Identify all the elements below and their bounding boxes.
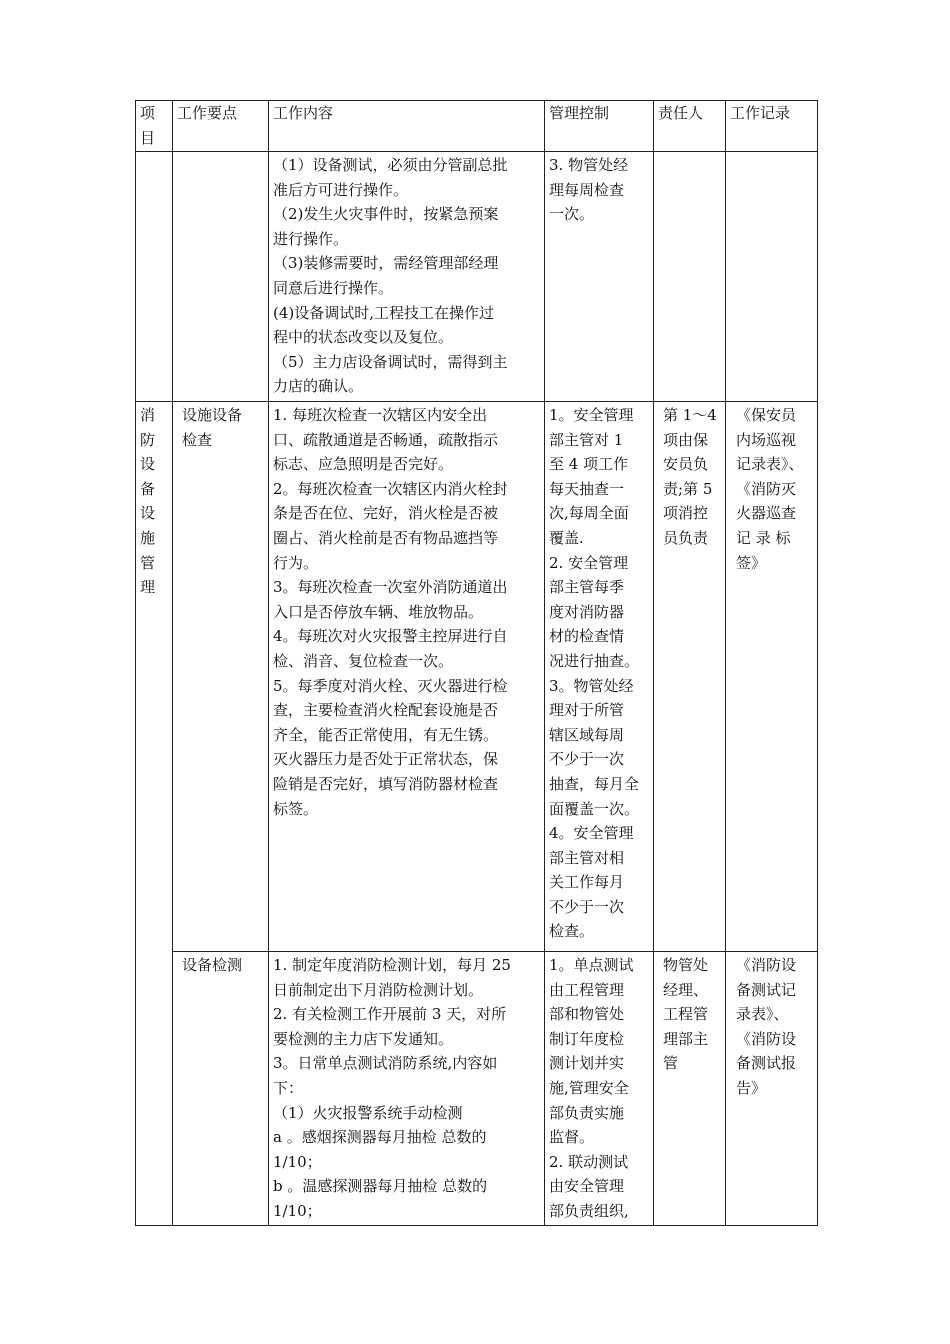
table-row [136,402,818,952]
control-line: 至 4 项工作 [549,455,629,474]
content-line: 2. 有关检测工作开展前 3 天，对所 [273,1005,507,1024]
content-line: 圈占、消火栓前是否有物品遮挡等 [273,528,499,547]
responsible-line: 经理、 [663,980,709,999]
work-content-cell [269,952,545,1226]
record-line: 《保安员 [736,406,797,424]
record-line: 《消防设 [736,1029,797,1048]
work-content-cell [269,402,545,952]
control-line: 不少于一次 [549,897,625,916]
content-line: 灭火器压力是否处于正常状态，保 [273,750,499,769]
content-line: a 。感烟探测器每月抽检 总数的 [273,1128,487,1147]
content-line: （1）设备测试，必须由分管副总批 [273,156,508,174]
content-line: 4。每班次对火灾报警主控屏进行自 [273,627,508,646]
project-char: 施 [140,528,156,547]
responsible-line: 项消控 [663,504,709,523]
responsible-cell-empty [654,152,726,402]
work-point-cell [173,402,269,952]
content-line: (4)设备调试时,工程技工在操作过 [273,303,495,322]
content-line: 口、疏散通道是否畅通，疏散指示 [273,430,499,449]
content-line: b 。温感探测器每月抽检 总数的 [273,1177,488,1196]
project-char: 备 [140,479,156,498]
responsible-line: 责;第 5 [663,479,713,498]
header-responsible: 责任人 [654,101,726,152]
content-line: 力店的确认。 [273,377,364,396]
record-line: 火器巡查 [736,504,797,523]
management-control-cell [545,952,654,1226]
control-line: 次,每周全面 [549,504,629,523]
content-line: 1. 制定年度消防检测计划，每月 25 [273,956,511,974]
control-line: 4。安全管理 [549,824,634,843]
content-line: 3。每班次检查一次室外消防通道出 [273,578,508,597]
work-record-cell-empty [726,152,818,402]
content-line: 齐全，能否正常使用，有无生锈。 [273,725,499,744]
content-line: （3)装修需要时，需经管理部经理 [273,254,499,273]
control-line: 施,管理安全 [549,1078,629,1097]
content-line: 进行操作。 [273,229,349,248]
control-line: 2. 安全管理 [549,553,629,572]
content-line: 入口是否停放车辆、堆放物品。 [273,602,484,621]
record-line: 《消防设 [736,956,797,974]
content-line: 要检测的主力店下发通知。 [273,1029,454,1048]
responsible-cell [654,402,726,952]
control-line: 部和物管处 [549,1005,625,1024]
content-line: 日前制定出下月消防检测计划。 [273,980,484,999]
content-line: 查，主要检查消火栓配套设施是否 [273,701,499,720]
control-line: 制订年度检 [549,1029,625,1048]
content-line: 1/10； [273,1201,322,1220]
control-line: 3。物管处经 [549,676,634,695]
project-char: 管 [140,553,156,572]
record-line: 备测试记 [736,980,797,999]
control-line: 辖区域每周 [549,725,625,744]
header-work-content: 工作内容 [269,101,545,152]
control-line: 部负责组织, [549,1201,629,1220]
content-line: 条是否在位、完好，消火栓是否被 [273,504,499,523]
content-line: 标签。 [273,799,319,818]
header-work-point: 工作要点 [173,101,269,152]
responsible-cell [654,952,726,1226]
record-line: 录表》、 [736,1005,789,1024]
content-line: 1. 每班次检查一次辖区内安全出 [273,406,488,424]
point-line: 检查 [182,430,213,449]
responsible-line: 物管处 [663,956,709,974]
point-line: 设施设备 [182,406,243,424]
content-line: 3。日常单点测试消防系统,内容如 [273,1054,498,1073]
responsible-line: 安员负 [663,455,709,474]
control-line: 理每周检查 [549,180,625,199]
record-line: 记录表》、 [736,455,804,474]
control-line: 由安全管理 [549,1177,625,1196]
control-line: 面覆盖一次。 [549,799,640,818]
control-line: 3. 物管处经 [549,156,629,174]
responsible-line: 管 [663,1054,679,1073]
header-row [136,101,818,152]
responsible-line: 理部主 [663,1029,709,1048]
responsible-line: 工程管 [663,1005,709,1024]
control-line: 理对于所管 [549,701,625,720]
content-line: 准后方可进行操作。 [273,180,409,199]
control-line: 1。单点测试 [549,956,634,974]
point-line: 设备检测 [182,956,243,974]
control-line: 材的检查情 [549,627,625,646]
content-line: 标志、应急照明是否完好。 [273,455,454,474]
content-line: 险销是否完好，填写消防器材检查 [273,774,499,793]
control-line: 部主管对相 [549,848,625,867]
control-line: 2. 联动测试 [549,1152,629,1171]
control-line: 测计划并实 [549,1054,625,1073]
record-line: 《消防灭 [736,479,797,498]
control-line: 度对消防器 [549,602,625,621]
content-line: 程中的状态改变以及复位。 [273,328,454,347]
header-project: 项目 [136,101,173,152]
work-record-cell [726,952,818,1226]
control-line: 抽查，每月全 [549,774,640,793]
work-record-cell [726,402,818,952]
control-line: 部主管对 1 [549,430,624,449]
record-line: 内场巡视 [736,430,797,449]
record-line: 备测试报 [736,1054,797,1073]
content-line: （2)发生火灾事件时，按紧急预案 [273,205,499,224]
table-row [136,152,818,402]
project-char: 消 [140,406,156,424]
project-char: 理 [140,578,156,597]
content-line: 1/10； [273,1152,322,1171]
content-line: 下： [273,1078,304,1097]
control-line: 一次。 [549,205,595,224]
header-work-record: 工作记录 [726,101,818,152]
project-cell [136,402,173,1226]
content-line: （5）主力店设备调试时，需得到主 [273,352,508,371]
responsible-line: 员负责 [663,528,709,547]
control-line: 关工作每月 [549,873,625,892]
work-table [135,100,818,1226]
project-char: 防 [140,430,156,449]
content-line: 检、消音、复位检查一次。 [273,651,454,670]
header-management-control: 管理控制 [545,101,654,152]
project-cell-empty [136,152,173,402]
content-line: （1）火灾报警系统手动检测 [273,1103,463,1122]
responsible-line: 项由保 [663,430,709,449]
content-line: 行为。 [273,553,319,572]
control-line: 部主管每季 [549,578,625,597]
control-line: 况进行抽查。 [549,651,640,670]
work-content-cell [269,152,545,402]
record-line: 记 录 标 [736,528,791,547]
record-line: 告》 [736,1078,767,1097]
project-char: 设 [140,504,156,523]
project-char: 设 [140,455,156,474]
control-line: 1。安全管理 [549,406,634,424]
management-control-cell [545,402,654,952]
control-line: 部负责实施 [549,1103,625,1122]
content-line: 5。每季度对消火栓、灭火器进行检 [273,676,508,695]
control-line: 覆盖. [549,528,584,547]
work-point-cell [173,952,269,1226]
record-line: 签》 [736,553,767,572]
work-point-cell-empty [173,152,269,402]
control-line: 由工程管理 [549,980,625,999]
responsible-line: 第 1～4 [663,406,717,424]
control-line: 检查。 [549,922,595,941]
control-line: 监督。 [549,1128,595,1147]
content-line: 2。每班次检查一次辖区内消火栓封 [273,479,508,498]
control-line: 每天抽查一 [549,479,625,498]
control-line: 不少于一次 [549,750,625,769]
table-row [136,952,818,1226]
management-control-cell [545,152,654,402]
content-line: 同意后进行操作。 [273,278,394,297]
